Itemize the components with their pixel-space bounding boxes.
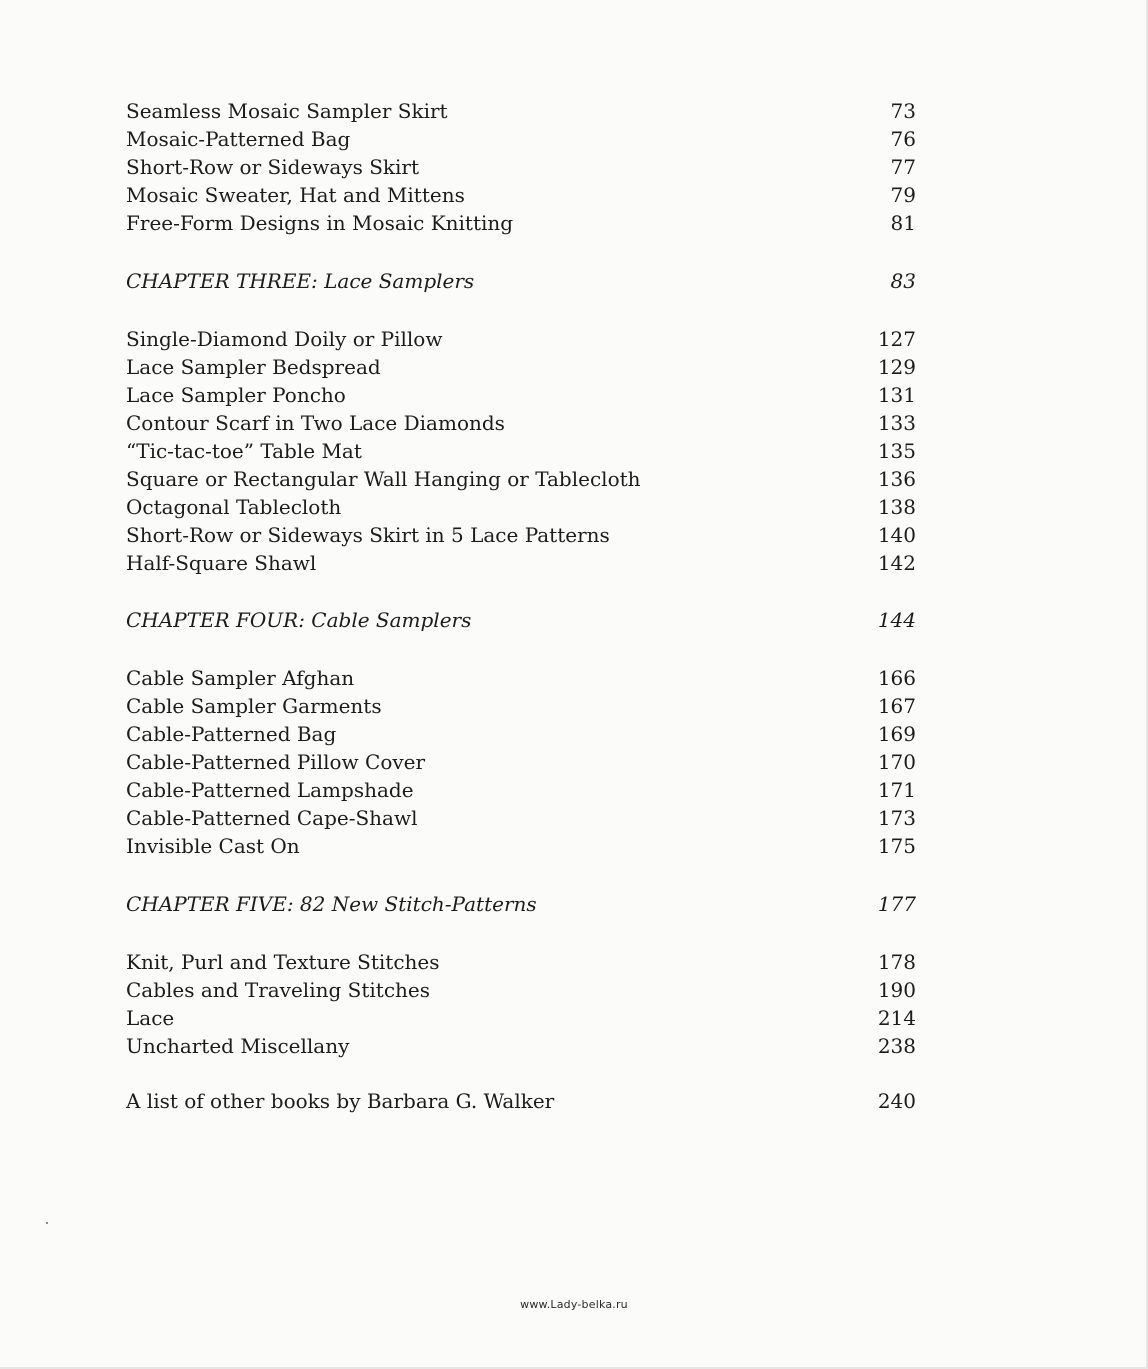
toc-entry-page: 190 (877, 978, 916, 1002)
toc-entry-page: 240 (877, 1089, 916, 1113)
toc-entry (126, 409, 916, 437)
toc-entry-page: 175 (877, 834, 916, 858)
chapter-page: 83 (890, 269, 916, 293)
toc-entry-title: Knit, Purl and Texture Stitches (126, 950, 440, 974)
toc-entry-page: 166 (877, 666, 916, 690)
toc-entry (126, 1032, 916, 1060)
toc-entry (126, 353, 916, 381)
chapter-title: CHAPTER FOUR: Cable Samplers (126, 608, 472, 632)
toc-entry-page: 135 (877, 439, 916, 463)
toc-entry-title: Cable-Patterned Bag (126, 722, 337, 746)
toc-entry-page: 238 (877, 1034, 916, 1058)
watermark: www.Lady-belka.ru (520, 1298, 628, 1311)
toc-entry-page: 131 (877, 383, 916, 407)
chapter-heading (126, 889, 916, 919)
toc-entry (126, 948, 916, 976)
toc-entry-title: Invisible Cast On (126, 834, 300, 858)
toc-entry (126, 97, 916, 125)
toc-entry (126, 720, 916, 748)
toc-entry-page: 77 (890, 155, 916, 179)
toc-entry (126, 325, 916, 353)
toc-entry (126, 209, 916, 237)
toc-entry-page: 170 (877, 750, 916, 774)
toc-entry-page: 133 (877, 411, 916, 435)
chapter-page: 144 (877, 608, 916, 632)
toc-entry-page: 76 (890, 127, 916, 151)
toc-entry (126, 125, 916, 153)
table-of-contents (126, 97, 916, 1115)
toc-entry-title: Seamless Mosaic Sampler Skirt (126, 99, 448, 123)
toc-entry (126, 437, 916, 465)
toc-entry-title: Half-Square Shawl (126, 551, 317, 575)
chapter-title: CHAPTER FIVE: 82 New Stitch-Patterns (126, 892, 537, 916)
toc-entry-title: Lace Sampler Poncho (126, 383, 346, 407)
toc-entry-page: 129 (877, 355, 916, 379)
chapter-title: CHAPTER THREE: Lace Samplers (126, 269, 475, 293)
toc-entry (126, 521, 916, 549)
toc-entry-page: 136 (877, 467, 916, 491)
toc-entry (126, 692, 916, 720)
toc-entry (126, 549, 916, 577)
toc-entry-title: Cables and Traveling Stitches (126, 978, 430, 1002)
chapter-heading (126, 266, 916, 296)
toc-entry-page: 167 (877, 694, 916, 718)
toc-entry-title: Mosaic Sweater, Hat and Mittens (126, 183, 465, 207)
toc-entry-title: Cable-Patterned Cape-Shawl (126, 806, 418, 830)
toc-entry-title: Octagonal Tablecloth (126, 495, 342, 519)
toc-entry (126, 493, 916, 521)
toc-entry-page: 169 (877, 722, 916, 746)
toc-entry-title: Cable-Patterned Pillow Cover (126, 750, 426, 774)
toc-entry-title: Lace (126, 1006, 175, 1030)
toc-entry-title: “Tic-tac-toe” Table Mat (126, 439, 362, 463)
toc-entry-other-books (126, 1087, 916, 1115)
toc-entry-title: Contour Scarf in Two Lace Diamonds (126, 411, 505, 435)
toc-entry (126, 776, 916, 804)
toc-entry-page: 178 (877, 950, 916, 974)
toc-entry-page: 214 (877, 1006, 916, 1030)
scan-speck (46, 1222, 48, 1224)
toc-entry-title: A list of other books by Barbara G. Walker (126, 1089, 555, 1113)
toc-entry-title: Square or Rectangular Wall Hanging or Tablecloth (126, 467, 641, 491)
toc-entry-title: Short-Row or Sideways Skirt in 5 Lace Patterns (126, 523, 610, 547)
toc-entry-page: 73 (890, 99, 916, 123)
toc-entry (126, 976, 916, 1004)
toc-entry (126, 804, 916, 832)
toc-entry-page: 81 (890, 211, 916, 235)
toc-entry (126, 664, 916, 692)
toc-entry-page: 140 (877, 523, 916, 547)
toc-entry (126, 465, 916, 493)
toc-entry-title: Single-Diamond Doily or Pillow (126, 327, 443, 351)
toc-entry-title: Uncharted Miscellany (126, 1034, 350, 1058)
toc-entry-page: 173 (877, 806, 916, 830)
toc-entry (126, 153, 916, 181)
toc-entry-title: Cable-Patterned Lampshade (126, 778, 414, 802)
toc-entry-page: 142 (877, 551, 916, 575)
toc-entry-title: Cable Sampler Afghan (126, 666, 355, 690)
toc-entry-title: Short-Row or Sideways Skirt (126, 155, 420, 179)
toc-entry (126, 1004, 916, 1032)
toc-entry-title: Free-Form Designs in Mosaic Knitting (126, 211, 514, 235)
toc-entry (126, 181, 916, 209)
toc-entry-title: Cable Sampler Garments (126, 694, 382, 718)
toc-entry-page: 127 (877, 327, 916, 351)
toc-entry-page: 79 (890, 183, 916, 207)
chapter-page: 177 (877, 892, 916, 916)
toc-entry-page: 138 (877, 495, 916, 519)
toc-entry (126, 381, 916, 409)
toc-entry (126, 748, 916, 776)
toc-entry-title: Mosaic-Patterned Bag (126, 127, 351, 151)
toc-entry-title: Lace Sampler Bedspread (126, 355, 381, 379)
toc-entry (126, 832, 916, 860)
chapter-heading (126, 605, 916, 635)
toc-entry-page: 171 (877, 778, 916, 802)
